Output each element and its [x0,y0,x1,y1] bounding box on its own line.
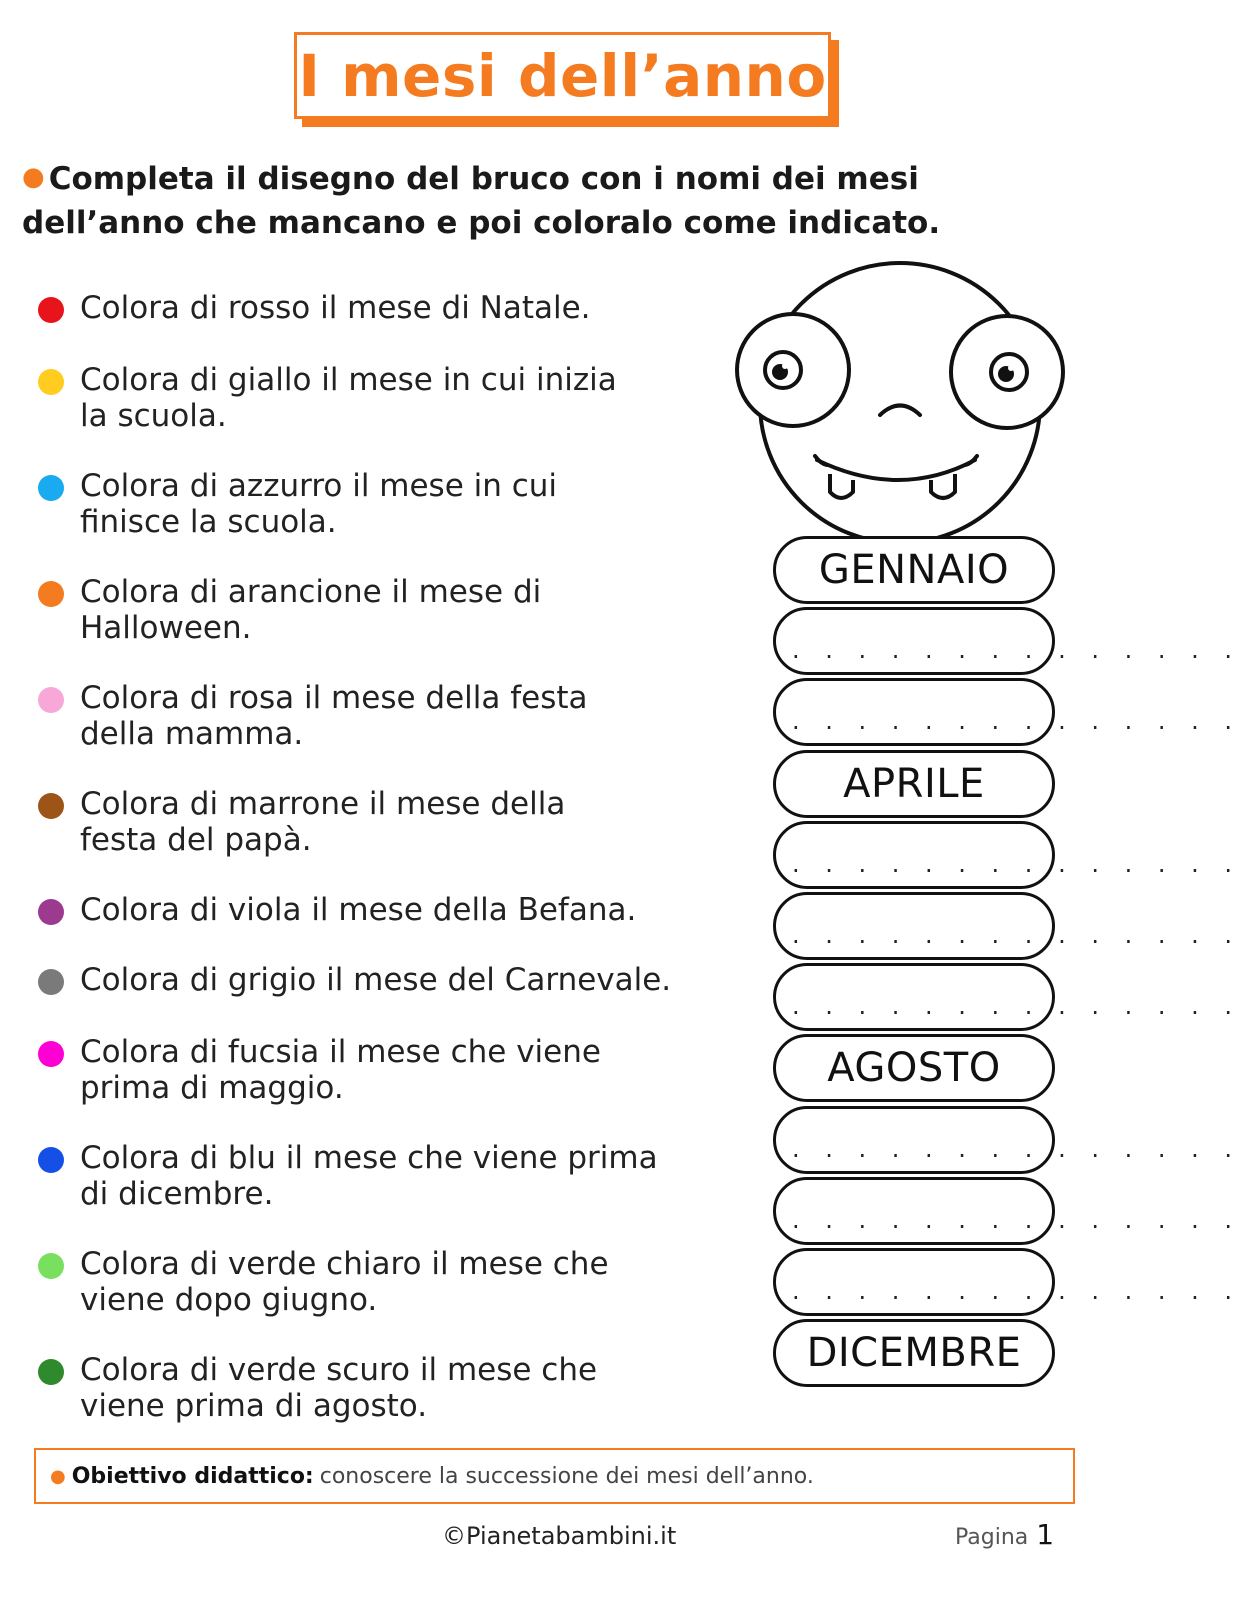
instruction-line: finisce la scuola. [80,504,337,540]
color-dot-icon [38,1359,64,1385]
title-banner [294,32,831,119]
instruction-line: della mamma. [80,716,304,752]
instruction-text [80,574,541,646]
footer-site: ©Pianetabambini.it [442,1522,677,1550]
month-label: GENNAIO [818,547,1010,593]
instruction-text: Completa il disegno del bruco con i nomi dei mesi dell’anno che mancano e poi coloralo come indicato. [22,161,941,241]
dotted-line: . . . . . . . . . . . . . . [792,707,1241,736]
instruction-line: Colora di azzurro il mese in cui [80,468,558,504]
blank-month-segment[interactable] [773,607,1241,675]
instruction-line: Colora di verde scuro il mese che [80,1352,598,1388]
color-dot-icon [38,969,64,995]
instruction-text [80,290,591,326]
month-label: AGOSTO [827,1045,1001,1092]
dotted-line: . . . . . . . . . . . . . . [792,1205,1241,1234]
instruction-line: festa del papà. [80,822,312,858]
instruction-line: Colora di rosa il mese della festa [80,680,588,716]
instruction-text [80,1246,609,1318]
instruction-line: Halloween. [80,610,252,646]
instruction-text [80,962,671,998]
dotted-line: . . . . . . . . . . . . . . [792,992,1241,1021]
month-label: DICEMBRE [806,1330,1022,1377]
month-segment [773,536,1055,604]
instruction-text [80,1352,597,1424]
instruction-line: Colora di rosso il mese di Natale. [80,290,591,326]
title-box [294,32,831,119]
blank-month-segment[interactable] [773,892,1241,960]
caterpillar-head-icon [735,260,1095,550]
instruction-line: di dicembre. [80,1176,274,1212]
color-dot-icon [38,793,64,819]
color-dot-icon [38,475,64,501]
objective-text: conoscere la successione dei mesi dell’anno. [319,1463,814,1489]
instruction-line: Colora di grigio il mese del Carnevale. [80,962,672,998]
instruction [22,158,1092,244]
instruction-line: Colora di verde chiaro il mese che [80,1246,609,1282]
page-title: I mesi dell’anno [298,41,827,110]
instruction-line: prima di maggio. [80,1070,344,1106]
instruction-text [80,362,617,434]
blank-month-segment[interactable] [773,678,1241,746]
blank-month-segment[interactable] [773,821,1241,889]
color-dot-icon [38,297,64,323]
blank-month-segment[interactable] [773,1106,1241,1174]
instruction-line: Colora di fucsia il mese che viene [80,1034,601,1070]
bullet-icon: ● [22,162,45,192]
instruction-text [80,468,557,540]
dotted-line: . . . . . . . . . . . . . . [792,1277,1241,1305]
blank-month-segment[interactable] [773,963,1241,1031]
instruction-line: Colora di blu il mese che viene prima [80,1140,658,1176]
instruction-line: la scuola. [80,398,227,434]
color-dot-icon [38,899,64,925]
instruction-line: Colora di arancione il mese di [80,574,542,610]
page-indicator [955,1518,1054,1551]
dotted-line: . . . . . . . . . . . . . . [792,849,1241,878]
instruction-text [80,1034,601,1106]
month-label: APRILE [843,760,985,807]
instruction-line: viene dopo giugno. [80,1282,378,1318]
dotted-line: . . . . . . . . . . . . . . [792,636,1241,665]
objective-bullet-icon: ● [50,1465,66,1487]
month-segment [773,750,1055,818]
instruction-text [80,892,636,928]
color-dot-icon [38,1253,64,1279]
instruction-text [80,786,565,858]
caterpillar-drawing [735,260,1241,1430]
instruction-line: viene prima di agosto. [80,1388,428,1424]
instruction-text [80,680,588,752]
objective-box [34,1448,1075,1504]
color-dot-icon [38,1147,64,1173]
page-label: Pagina [955,1525,1029,1550]
month-segment [773,1034,1055,1102]
color-dot-icon [38,581,64,607]
blank-month-segment[interactable] [773,1177,1241,1245]
instruction-line: Colora di viola il mese della Befana. [80,892,637,928]
blank-month-segment[interactable] [773,1248,1241,1316]
dotted-line: . . . . . . . . . . . . . . [792,1134,1241,1163]
instruction-text [80,1140,658,1212]
color-dot-icon [38,369,64,395]
instruction-line: Colora di giallo il mese in cui inizia [80,362,617,398]
color-dot-icon [38,687,64,713]
color-dot-icon [38,1041,64,1067]
dotted-line: . . . . . . . . . . . . . . [792,921,1241,949]
objective-label: Obiettivo didattico: [71,1463,314,1489]
month-segment [773,1319,1055,1387]
page-number: 1 [1036,1518,1055,1551]
instruction-line: Colora di marrone il mese della [80,786,566,822]
